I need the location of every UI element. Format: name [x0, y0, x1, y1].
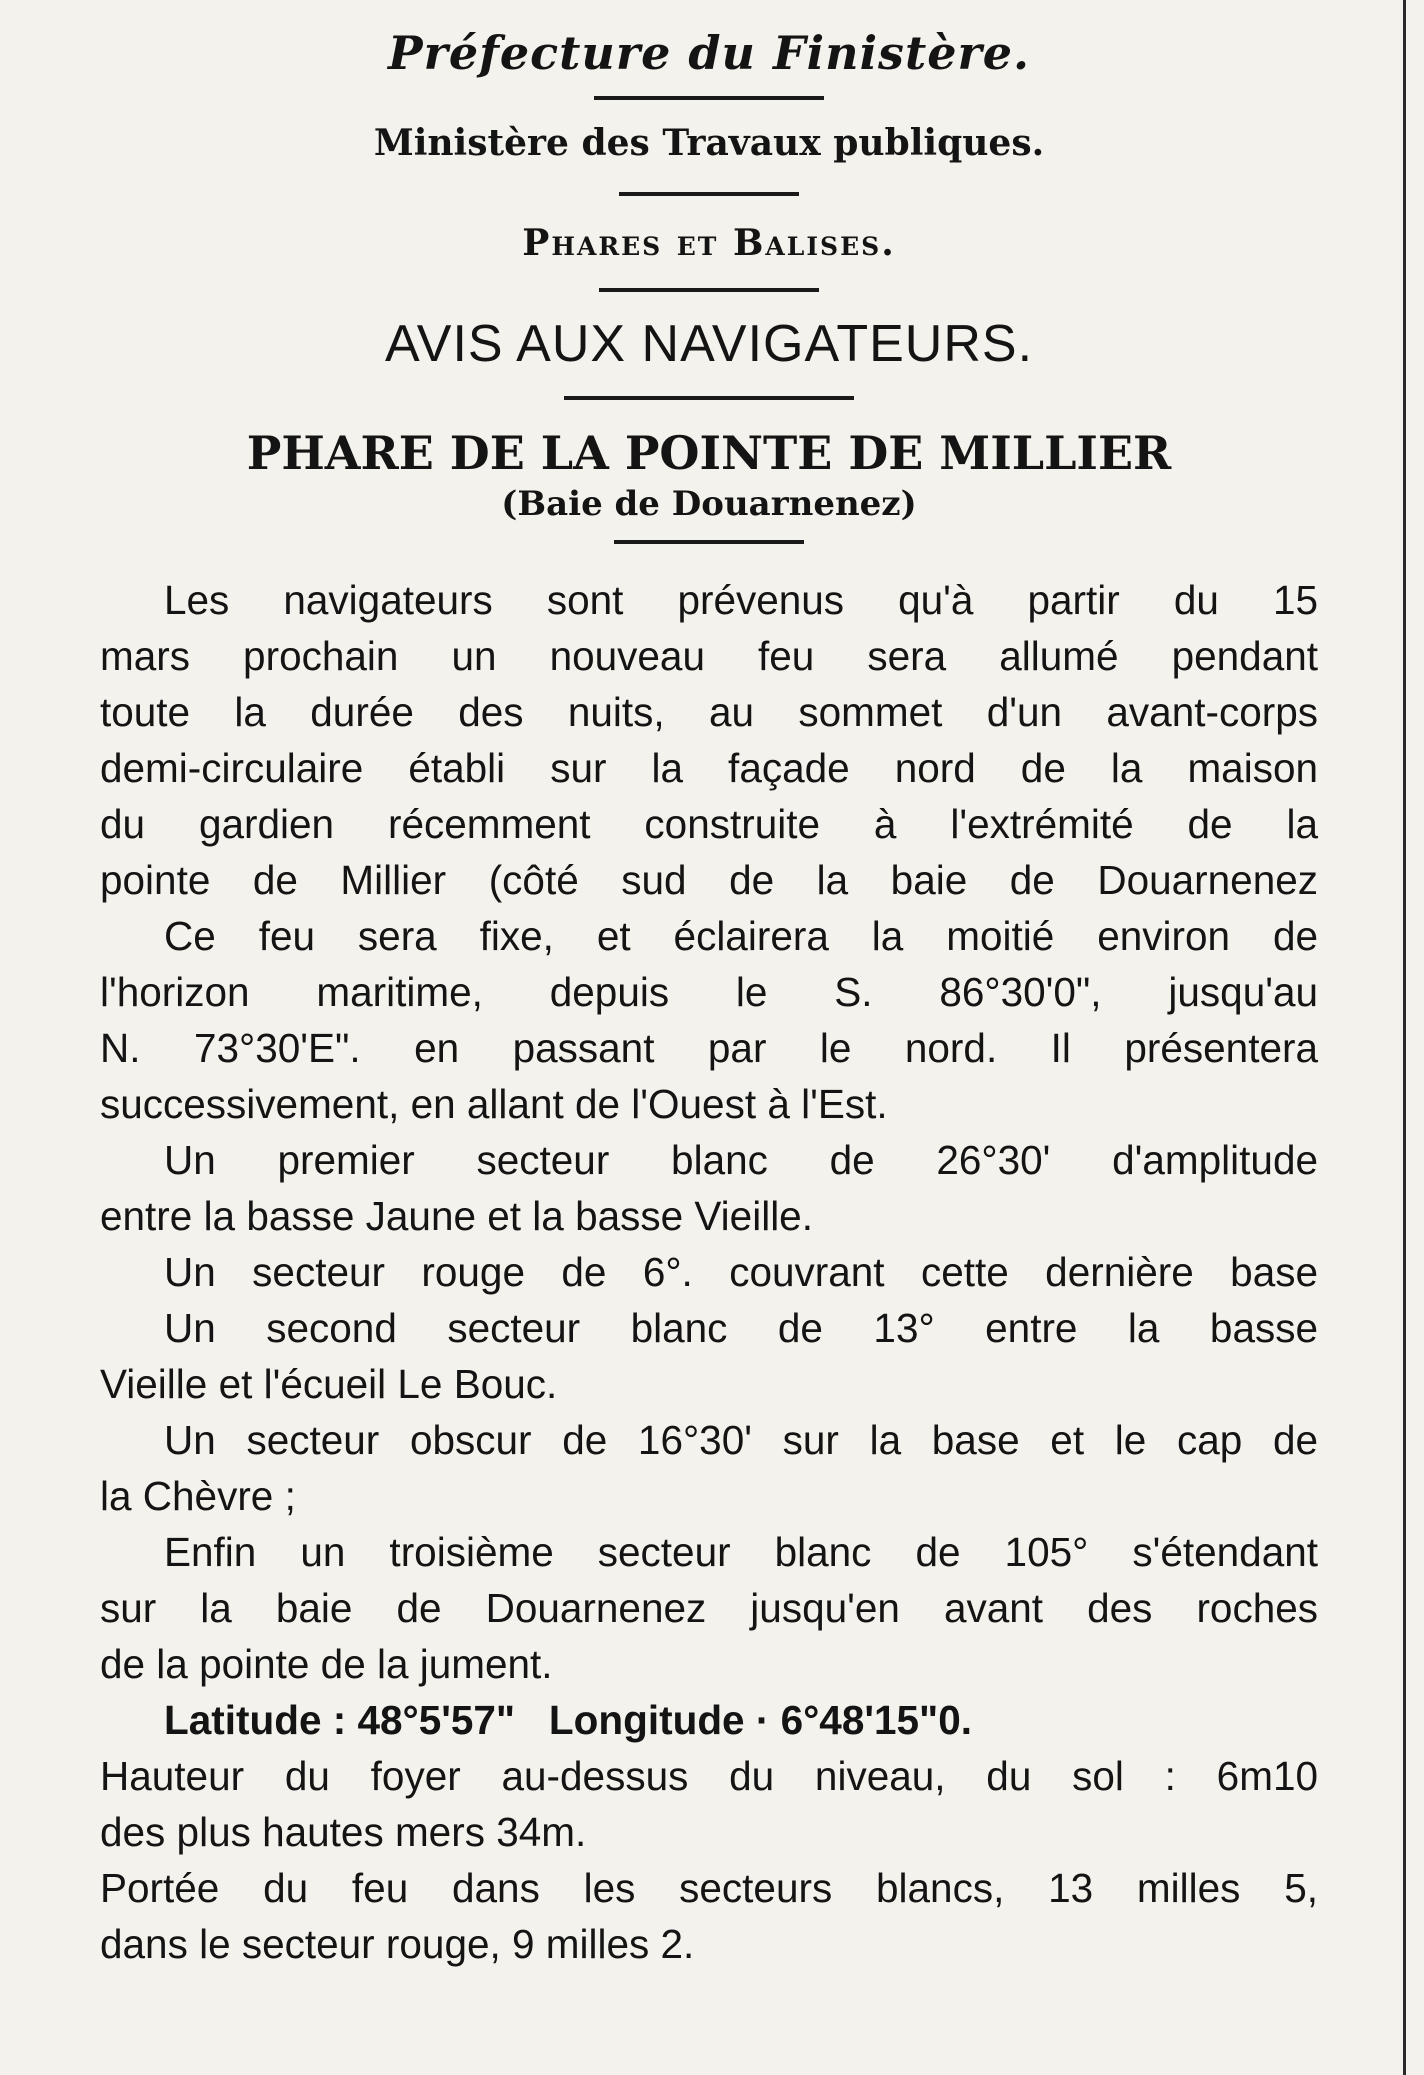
text-line: demi-circulaire établi sur la façade nord de la maison: [100, 745, 1318, 791]
divider-rule: [614, 540, 804, 544]
paragraph-feu: [100, 908, 1318, 1132]
text-line: Hauteur du foyer au-dessus du niveau, du sol : 6m10: [100, 1753, 1318, 1799]
prefecture-heading: Préfecture du Finistère.: [388, 26, 1030, 80]
column-rule: [1403, 0, 1406, 2075]
paragraph-secteur-obscur: [100, 1412, 1318, 1524]
text-line: N. 73°30'E". en passant par le nord. Il présentera: [100, 1025, 1318, 1071]
text-line: dans le secteur rouge, 9 milles 2.: [100, 1921, 695, 1967]
text-line: l'horizon maritime, depuis le S. 86°30'0", jusqu'au: [100, 969, 1318, 1015]
text-line: sur la baie de Douarnenez jusqu'en avant des roches: [100, 1585, 1318, 1631]
coordinates-line: Latitude : 48°5'57" Longitude · 6°48'15"0.: [164, 1697, 973, 1743]
divider-rule: [594, 96, 824, 100]
text-line: du gardien récemment construite à l'extrémité de la: [100, 801, 1318, 847]
text-line: Enfin un troisième secteur blanc de 105° s'étendant: [164, 1529, 1318, 1575]
paragraph-portee: [100, 1860, 1318, 1972]
phare-title: PHARE DE LA POINTE DE MILLIER: [246, 426, 1172, 480]
text-line: Les navigateurs sont prévenus qu'à partir du 15: [164, 577, 1318, 623]
text-line: Un secteur obscur de 16°30' sur la base et le cap de: [164, 1417, 1318, 1463]
paragraph-coordinates: [100, 1692, 1318, 1748]
text-line: Un premier secteur blanc de 26°30' d'amplitude: [164, 1137, 1318, 1183]
text-line: toute la durée des nuits, au sommet d'un avant-corps: [100, 689, 1318, 735]
text-line: Un secteur rouge de 6°. couvrant cette dernière base: [164, 1249, 1318, 1295]
text-line: entre la basse Jaune et la basse Vieille.: [100, 1193, 813, 1239]
avis-heading: AVIS AUX NAVIGATEURS.: [384, 315, 1034, 373]
text-line: Vieille et l'écueil Le Bouc.: [100, 1361, 558, 1407]
text-line: des plus hautes mers 34m.: [100, 1809, 587, 1855]
paragraph-secteur-rouge: [100, 1244, 1318, 1300]
phare-subtitle: (Baie de Douarnenez): [501, 484, 917, 524]
notice-column: [100, 18, 1318, 1972]
paragraph-secteur-3: [100, 1524, 1318, 1692]
divider-rule: [599, 288, 819, 292]
text-line: Portée du feu dans les secteurs blancs, 13 milles 5,: [100, 1865, 1318, 1911]
text-line: mars prochain un nouveau feu sera allumé pendant: [100, 633, 1318, 679]
ministere-heading: Ministère des Travaux publiques.: [373, 122, 1045, 164]
divider-rule: [564, 396, 854, 400]
paragraph-hauteur: [100, 1748, 1318, 1860]
text-line: Ce feu sera fixe, et éclairera la moitié environ de: [164, 913, 1318, 959]
paragraph-secteur-1: [100, 1132, 1318, 1244]
paragraph-announcement: [100, 572, 1318, 908]
divider-rule: [619, 192, 799, 196]
text-line: de la pointe de la jument.: [100, 1641, 553, 1687]
text-line: pointe de Millier (côté sud de la baie de Douarnenez: [100, 857, 1318, 903]
text-line: Un second secteur blanc de 13° entre la basse: [164, 1305, 1318, 1351]
text-line: la Chèvre ;: [100, 1473, 296, 1519]
paragraph-secteur-2: [100, 1300, 1318, 1412]
text-line: successivement, en allant de l'Ouest à l'Est.: [100, 1081, 888, 1127]
notice-body: [100, 572, 1318, 1972]
phares-heading: Phares et Balises.: [522, 222, 896, 264]
